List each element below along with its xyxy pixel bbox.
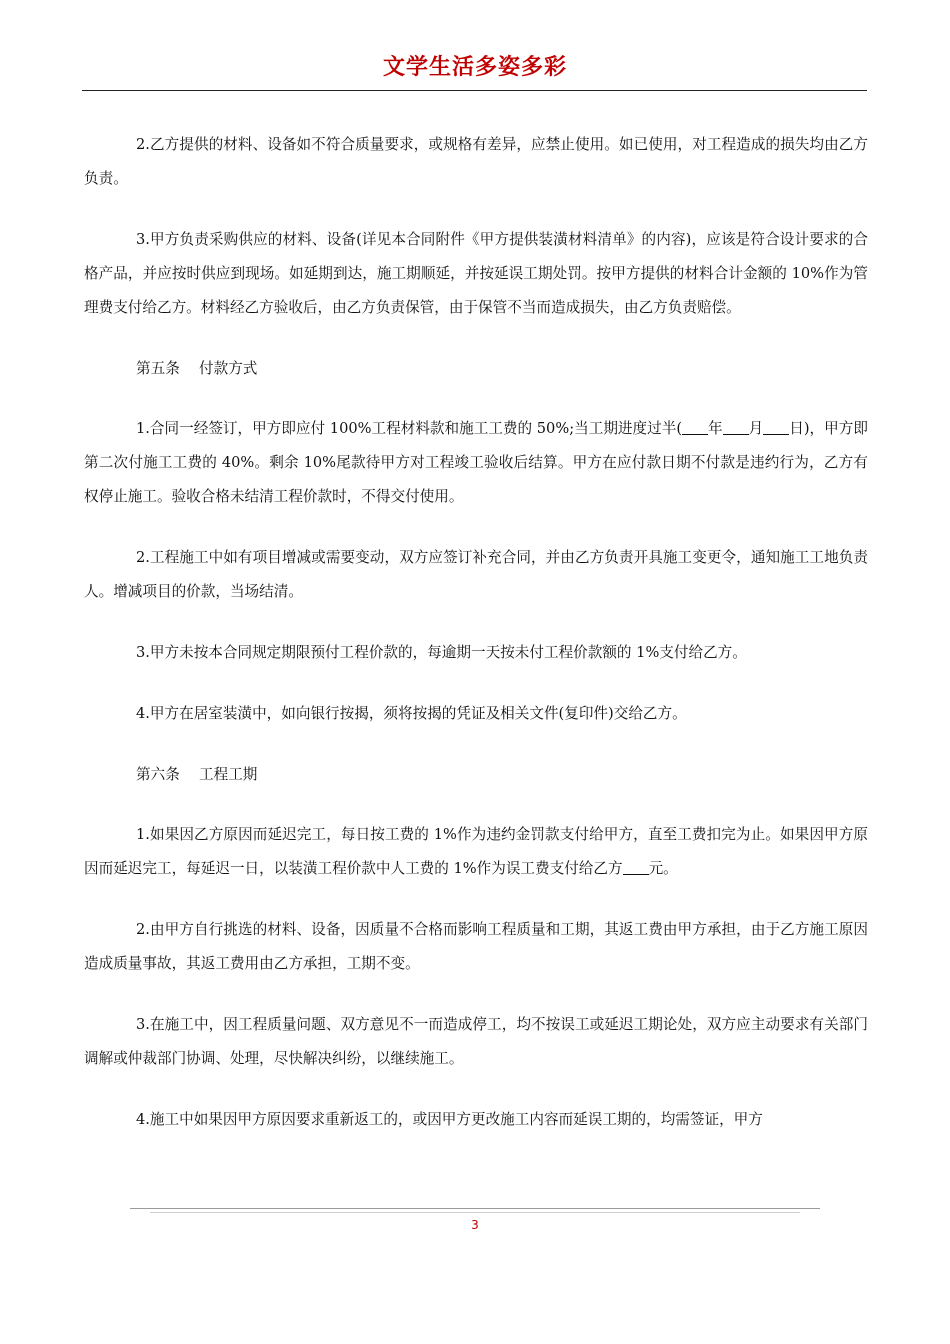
delay-text-end: 元。 (648, 860, 678, 877)
page-number: 3 (471, 1218, 479, 1232)
footer-divider-secondary (150, 1212, 800, 1213)
paragraph-payment-schedule (84, 412, 868, 514)
payment-text-end: 日)，甲方即第二次付施工工费的 40%。剩余 10%尾款待甲方对工程竣工验收后结算。甲方在应付款日期不付款是违约行为，乙方有权停止施工。验收合格未结清工程价款时，不得交付使用。 (84, 420, 868, 505)
paragraph-delay-penalty (84, 818, 868, 886)
paragraph-rework-request: 4.施工中如果因甲方原因要求重新返工的，或因甲方更改施工内容而延误工期的，均需签证，甲方 (136, 1111, 763, 1128)
label-month: 月 (748, 420, 764, 437)
document-body (84, 128, 868, 1164)
paragraph-bank-mortgage: 4.甲方在居室装潢中，如向银行按揭，须将按揭的凭证及相关文件(复印件)交给乙方。 (136, 705, 687, 722)
section-5-heading: 第五条 付款方式 (136, 360, 258, 377)
page-header-title: 文学生活多姿多彩 (382, 55, 567, 80)
blank-month (723, 420, 749, 435)
section-6-heading: 第六条 工程工期 (136, 766, 258, 783)
paragraph-late-payment: 3.甲方未按本合同规定期限预付工程价款的，每逾期一天按未付工程价款额的 1%支付给乙方。 (136, 644, 747, 661)
blank-day (763, 420, 789, 435)
blank-year (682, 420, 708, 435)
blank-amount (623, 860, 649, 875)
paragraph-rework-cost: 2.由甲方自行挑选的材料、设备，因质量不合格而影响工程质量和工期，其返工费由甲方承担，由于乙方施工原因造成质量事故，其返工费用由乙方承担，工期不变。 (84, 921, 868, 972)
label-year: 年 (708, 420, 723, 437)
header-divider (82, 90, 867, 91)
payment-text-start: 1.合同一经签订，甲方即应付 100%工程材料款和施工工费的 50%;当工期进度过半( (136, 420, 683, 437)
paragraph-party-a-procurement: 3.甲方负责采购供应的材料、设备(详见本合同附件《甲方提供装潢材料清单》的内容)，应该是符合设计要求的合格产品，并应按时供应到现场。如延期到达，施工期顺延，并按延误工期处罚。按甲方提供的材料合计金额的 10%作为管理费支付给乙方。材料经乙方验收后，由乙方负责保管，由于保管不当而造成损失，由乙方负责赔偿。 (84, 231, 868, 316)
delay-text-start: 1.如果因乙方原因而延迟完工，每日按工费的 1%作为违约金罚款支付给甲方，直至工费扣完为止。如果因甲方原因而延迟完工，每延迟一日，以装潢工程价款中人工费的 1%作为误工费支付给乙方 (84, 826, 868, 877)
paragraph-project-changes: 2.工程施工中如有项目增减或需要变动，双方应签订补充合同，并由乙方负责开具施工变更令，通知施工工地负责人。增减项目的价款，当场结清。 (84, 549, 868, 600)
paragraph-material-quality: 2.乙方提供的材料、设备如不符合质量要求，或规格有差异，应禁止使用。如已使用，对工程造成的损失均由乙方负责。 (84, 136, 868, 187)
paragraph-dispute-resolution: 3.在施工中，因工程质量问题、双方意见不一而造成停工，均不按误工或延迟工期论处，双方应主动要求有关部门调解或仲裁部门协调、处理，尽快解决纠纷，以继续施工。 (84, 1016, 868, 1067)
footer-divider (130, 1208, 820, 1209)
